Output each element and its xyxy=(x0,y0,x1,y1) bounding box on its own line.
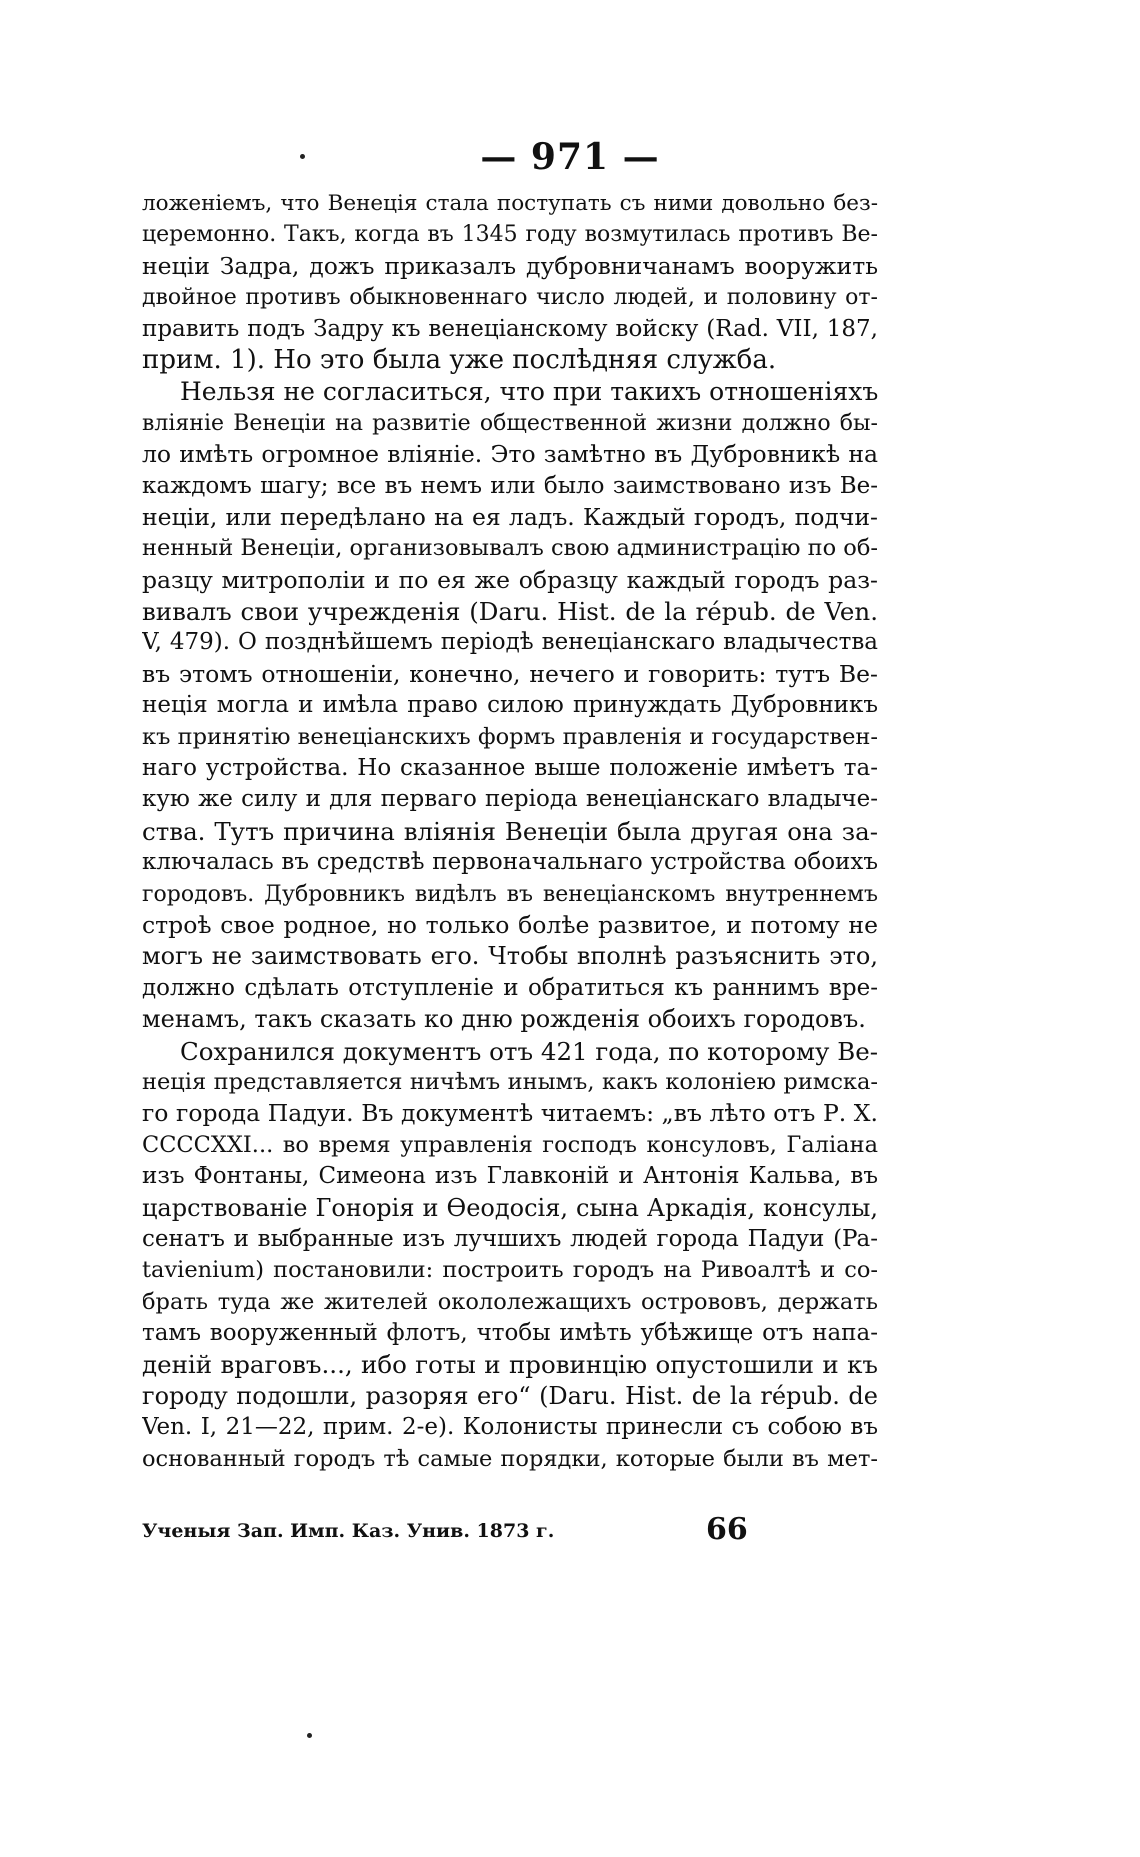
text-line: го города Падуи. Въ документѣ читаемъ: „въ лѣто отъ Р. Х. xyxy=(142,1099,878,1128)
text-line: брать туда же жителей окололежащихъ острововъ, держать xyxy=(142,1288,878,1315)
text-line: царствованіе Гонорія и Өеодосія, сына Аркадія, консулы, xyxy=(142,1193,878,1222)
text-line: разцу митрополіи и по ея же образцу каждый городъ раз- xyxy=(142,565,878,594)
text-line: неція могла и имѣла право силою принуждать Дубровникъ xyxy=(142,692,878,719)
text-line: городовъ. Дубровникъ видѣлъ въ венеціанскомъ внутреннемъ xyxy=(142,881,878,907)
text-line: изъ Фонтаны, Симеона изъ Главконій и Антонія Кальва, въ xyxy=(142,1163,878,1190)
text-line: неція представляется ничѣмъ инымъ, какъ колоніею римска- xyxy=(142,1068,878,1095)
text-line: вивалъ свои учрежденія (Daru. Hist. de la répub. de Ven. xyxy=(142,597,878,627)
text-line: tavienium) постановили: построить городъ на Ривоалтѣ и со- xyxy=(142,1257,878,1284)
text-line: CCCCXXI... во время управленія господъ консуловъ, Галіана xyxy=(142,1131,878,1158)
text-line: ложеніемъ, что Венеція стала поступать съ ними довольно без- xyxy=(142,191,878,216)
text-line: Сохранился документъ отъ 421 года, по которому Ве- xyxy=(180,1036,878,1066)
text-line: ключалась въ средствѣ первоначальнаго устройства обоихъ xyxy=(142,849,878,876)
text-line: Ven. I, 21—22, прим. 2-е). Колонисты принесли съ собою въ xyxy=(142,1414,878,1441)
text-line: ненный Венеціи, организовывалъ свою администрацію по об- xyxy=(142,535,878,562)
text-line: строѣ свое родное, но только болѣе развитое, и потому не xyxy=(142,910,878,939)
footer-source: Ученыя Зап. Имп. Каз. Унив. 1873 г. xyxy=(142,1520,555,1542)
text-line: V, 479). О позднѣйшемъ періодѣ венеціанскаго владычества xyxy=(142,629,878,656)
text-line: въ этомъ отношеніи, конечно, нечего и говорить: тутъ Ве- xyxy=(142,659,878,688)
text-line: прим. 1). Но это была уже послѣдняя служба. xyxy=(142,344,777,375)
text-line: церемонно. Такъ, когда въ 1345 году возмутилась противъ Ве- xyxy=(142,222,878,248)
text-line: городу подошли, разоряя его“ (Daru. Hist. de la répub. de xyxy=(142,1381,878,1410)
ink-dot-bottom xyxy=(307,1733,312,1738)
text-line: править подъ Задру къ венеціанскому войску (Rad. VII, 187, xyxy=(142,315,878,342)
text-line: кую же силу и для перваго періода венеціанскаго владыче- xyxy=(142,786,878,813)
text-line: могъ не заимствовать его. Чтобы вполнѣ разъяснить это, xyxy=(142,942,878,971)
text-line: деній враговъ..., ибо готы и провинцію опустошили и къ xyxy=(142,1350,878,1380)
text-line: ло имѣть огромное вліяніе. Это замѣтно въ Дубровникѣ на xyxy=(142,440,878,469)
text-line: неціи, или передѣлано на ея ладъ. Каждый городъ, подчи- xyxy=(142,502,878,531)
signature-number: 66 xyxy=(706,1512,748,1547)
body-text xyxy=(142,188,878,1475)
text-line: каждомъ шагу; все въ немъ или было заимствовано изъ Ве- xyxy=(142,472,878,499)
text-line: наго устройства. Но сказанное выше положеніе имѣетъ та- xyxy=(142,755,878,782)
text-line: менамъ, такъ сказать ко дню рожденія обоихъ городовъ. xyxy=(142,1005,866,1034)
text-line: основанный городъ тѣ самые порядки, которые были въ мет- xyxy=(142,1445,878,1472)
text-line: должно сдѣлать отступленіе и обратиться къ раннимъ вре- xyxy=(142,974,878,1001)
page-number: — 971 — xyxy=(480,136,660,178)
text-line: Нельзя не согласиться, что при такихъ отношеніяхъ xyxy=(180,377,878,407)
text-line: сенатъ и выбранные изъ лучшихъ людей города Падуи (Pa- xyxy=(142,1225,878,1252)
text-line: къ принятію венеціанскихъ формъ правленія и государствен- xyxy=(142,723,878,750)
text-line: тамъ вооруженный флотъ, чтобы имѣть убѣжище отъ напа- xyxy=(142,1320,878,1347)
text-line: неціи Задра, дожъ приказалъ дубровничанамъ вооружить xyxy=(142,251,878,280)
text-line: двойное противъ обыкновеннаго число людей, и половину от- xyxy=(142,285,878,311)
text-line: ства. Тутъ причина вліянія Венеціи была другая она за- xyxy=(142,816,878,846)
text-line: вліяніе Венеціи на развитіе общественной жизни должно бы- xyxy=(142,410,878,436)
page-footer xyxy=(142,1512,878,1552)
